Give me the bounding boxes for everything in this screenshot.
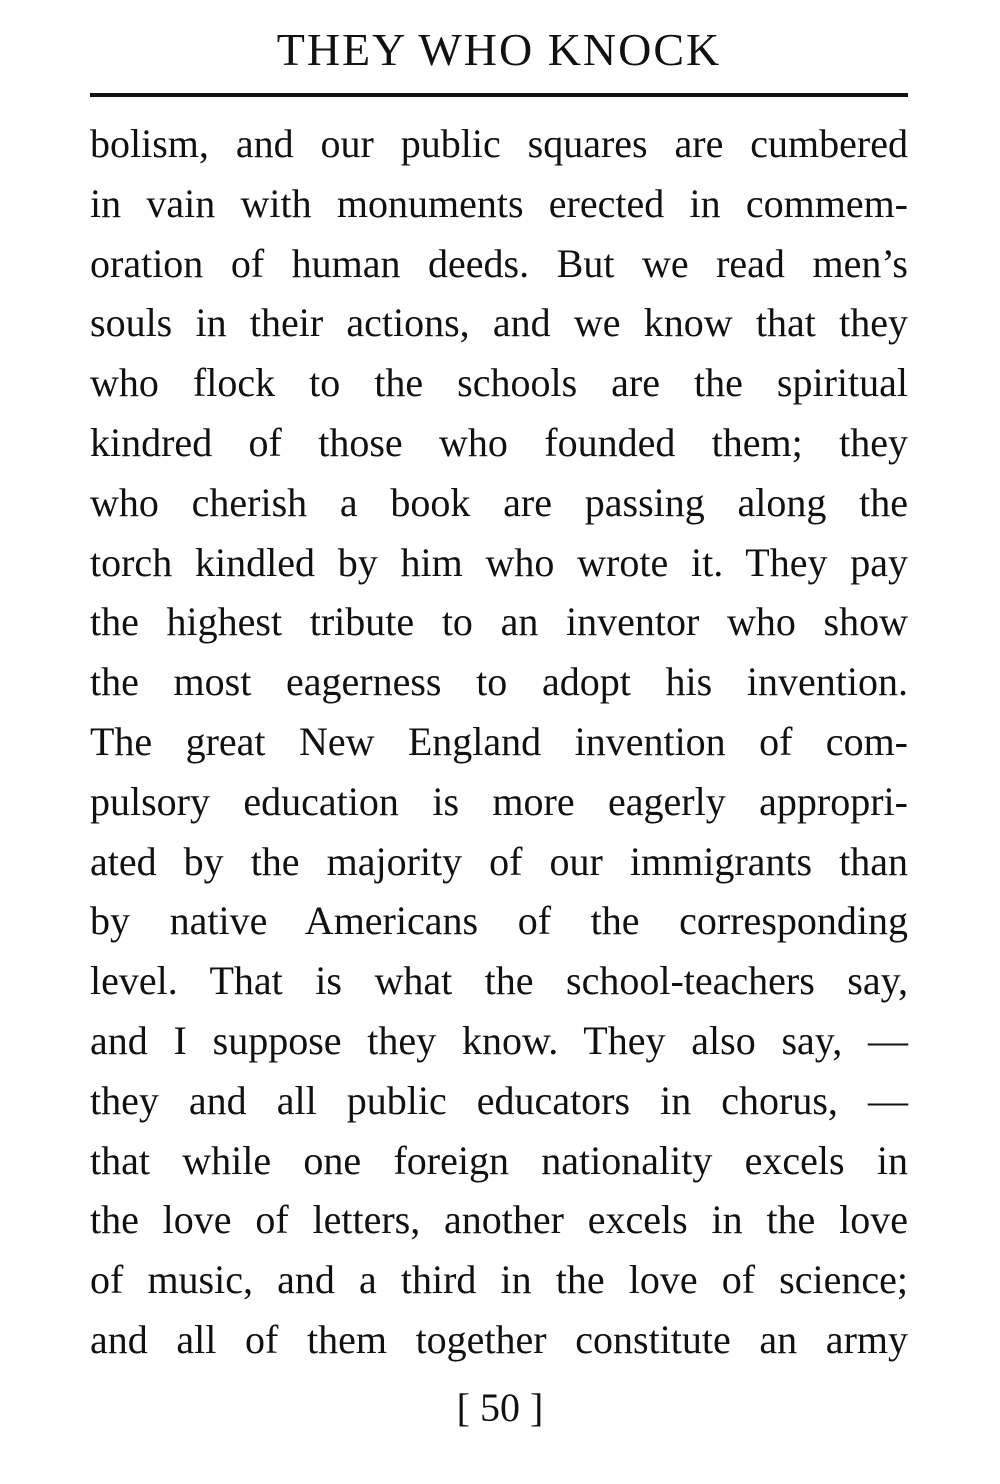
text-line: ated by the majority of our immigrants than (90, 838, 908, 884)
text-line: and all of them together constitute an army (90, 1316, 908, 1362)
text-line: the love of letters, another excels in the love (90, 1197, 908, 1243)
text-line: who cherish a book are passing along the (90, 479, 908, 525)
text-line: the most eagerness to adopt his invention. (90, 659, 908, 705)
page-number: [ 50 ] (456, 1385, 544, 1430)
text-line: souls in their actions, and we know that they (90, 300, 908, 346)
text-line: they and all public educators in chorus, — (90, 1077, 908, 1123)
text-line: oration of human deeds. But we read men’s (90, 240, 908, 286)
body-text (90, 114, 908, 1370)
text-line: who flock to the schools are the spiritual (90, 360, 908, 406)
text-line: and I suppose they know. They also say, — (90, 1017, 908, 1063)
text-line: level. That is what the school-teachers say, (90, 958, 908, 1004)
text-line: kindred of those who founded them; they (90, 419, 908, 465)
text-line: of music, and a third in the love of science; (90, 1257, 908, 1303)
text-line: in vain with monuments erected in commem- (90, 180, 908, 226)
text-line: the highest tribute to an inventor who show (90, 599, 908, 645)
text-line: bolism, and our public squares are cumbered (90, 121, 908, 166)
running-head: THEY WHO KNOCK (276, 24, 722, 75)
text-line: by native Americans of the corresponding (90, 898, 908, 944)
text-line: pulsory education is more eagerly appropri- (90, 778, 908, 824)
text-line: that while one foreign nationality excels in (90, 1137, 908, 1183)
header-rule (90, 93, 908, 97)
text-line: The great New England invention of com- (90, 718, 908, 764)
text-line: torch kindled by him who wrote it. They pay (90, 539, 908, 585)
